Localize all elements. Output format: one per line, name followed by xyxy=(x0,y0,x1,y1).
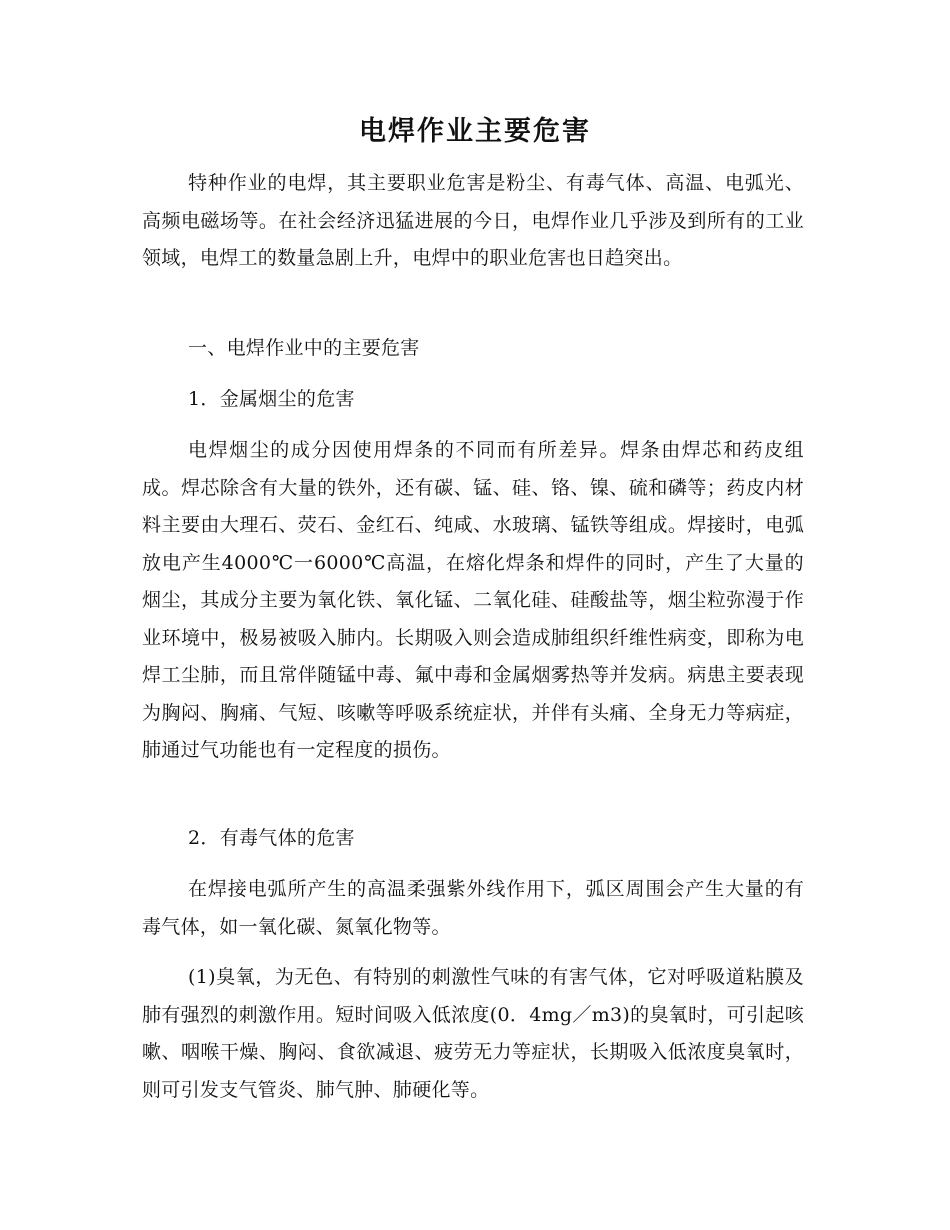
section-heading: 一、电焊作业中的主要危害 xyxy=(188,337,420,359)
toxic-gas-paragraph: 在焊接电弧所产生的高温柔强紫外线作用下，弧区周围会产生大量的有毒气体，如一氧化碳、氮氧化物等。 xyxy=(142,878,804,938)
ozone-paragraph: (1)臭氧，为无色、有特别的刺激性气味的有害气体，它对呼吸道粘膜及肺有强烈的刺激作用。短时间吸入低浓度(0．4mg／m3)的臭氧时，可引起咳嗽、咽喉干燥、胸闷、食欲减退、疲劳无力等症状，长期吸入低浓度臭氧时，则可引发支气管炎、肺气肿、肺硬化等。 xyxy=(142,966,804,1101)
document-title: 电焊作业主要危害 xyxy=(359,116,591,147)
intro-paragraph: 特种作业的电焊，其主要职业危害是粉尘、有毒气体、高温、电弧光、高频电磁场等。在社会经济迅猛进展的今日，电焊作业几乎涉及到所有的工业领域，电焊工的数量急剧上升，电焊中的职业危害也日趋突出。 xyxy=(142,172,804,269)
metal-fume-paragraph: 电焊烟尘的成分因使用焊条的不同而有所差异。焊条由焊芯和药皮组成。焊芯除含有大量的铁外，还有碳、锰、硅、铬、镍、硫和磷等；药皮内材料主要由大理石、荧石、金红石、纯咸、水玻璃、锰铁等组成。焊接时，电弧放电产生4000℃一6000℃高温，在熔化焊条和焊件的同时，产生了大量的烟尘，其成分主要为氧化铁、氧化锰、二氧化硅、硅酸盐等，烟尘粒弥漫于作业环境中，极易被吸入肺内。长期吸入则会造成肺组织纤维性病变，即称为电焊工尘肺，而且常伴随锰中毒、氟中毒和金属烟雾热等并发病。病患主要表现为胸闷、胸痛、气短、咳嗽等呼吸系统症状，并伴有头痛、全身无力等病症，肺通过气功能也有一定程度的损伤。 xyxy=(142,439,804,761)
subsection-heading-metal-fume: 1．金属烟尘的危害 xyxy=(188,388,355,410)
subsection-heading-toxic-gas: 2．有毒气体的危害 xyxy=(188,827,355,849)
